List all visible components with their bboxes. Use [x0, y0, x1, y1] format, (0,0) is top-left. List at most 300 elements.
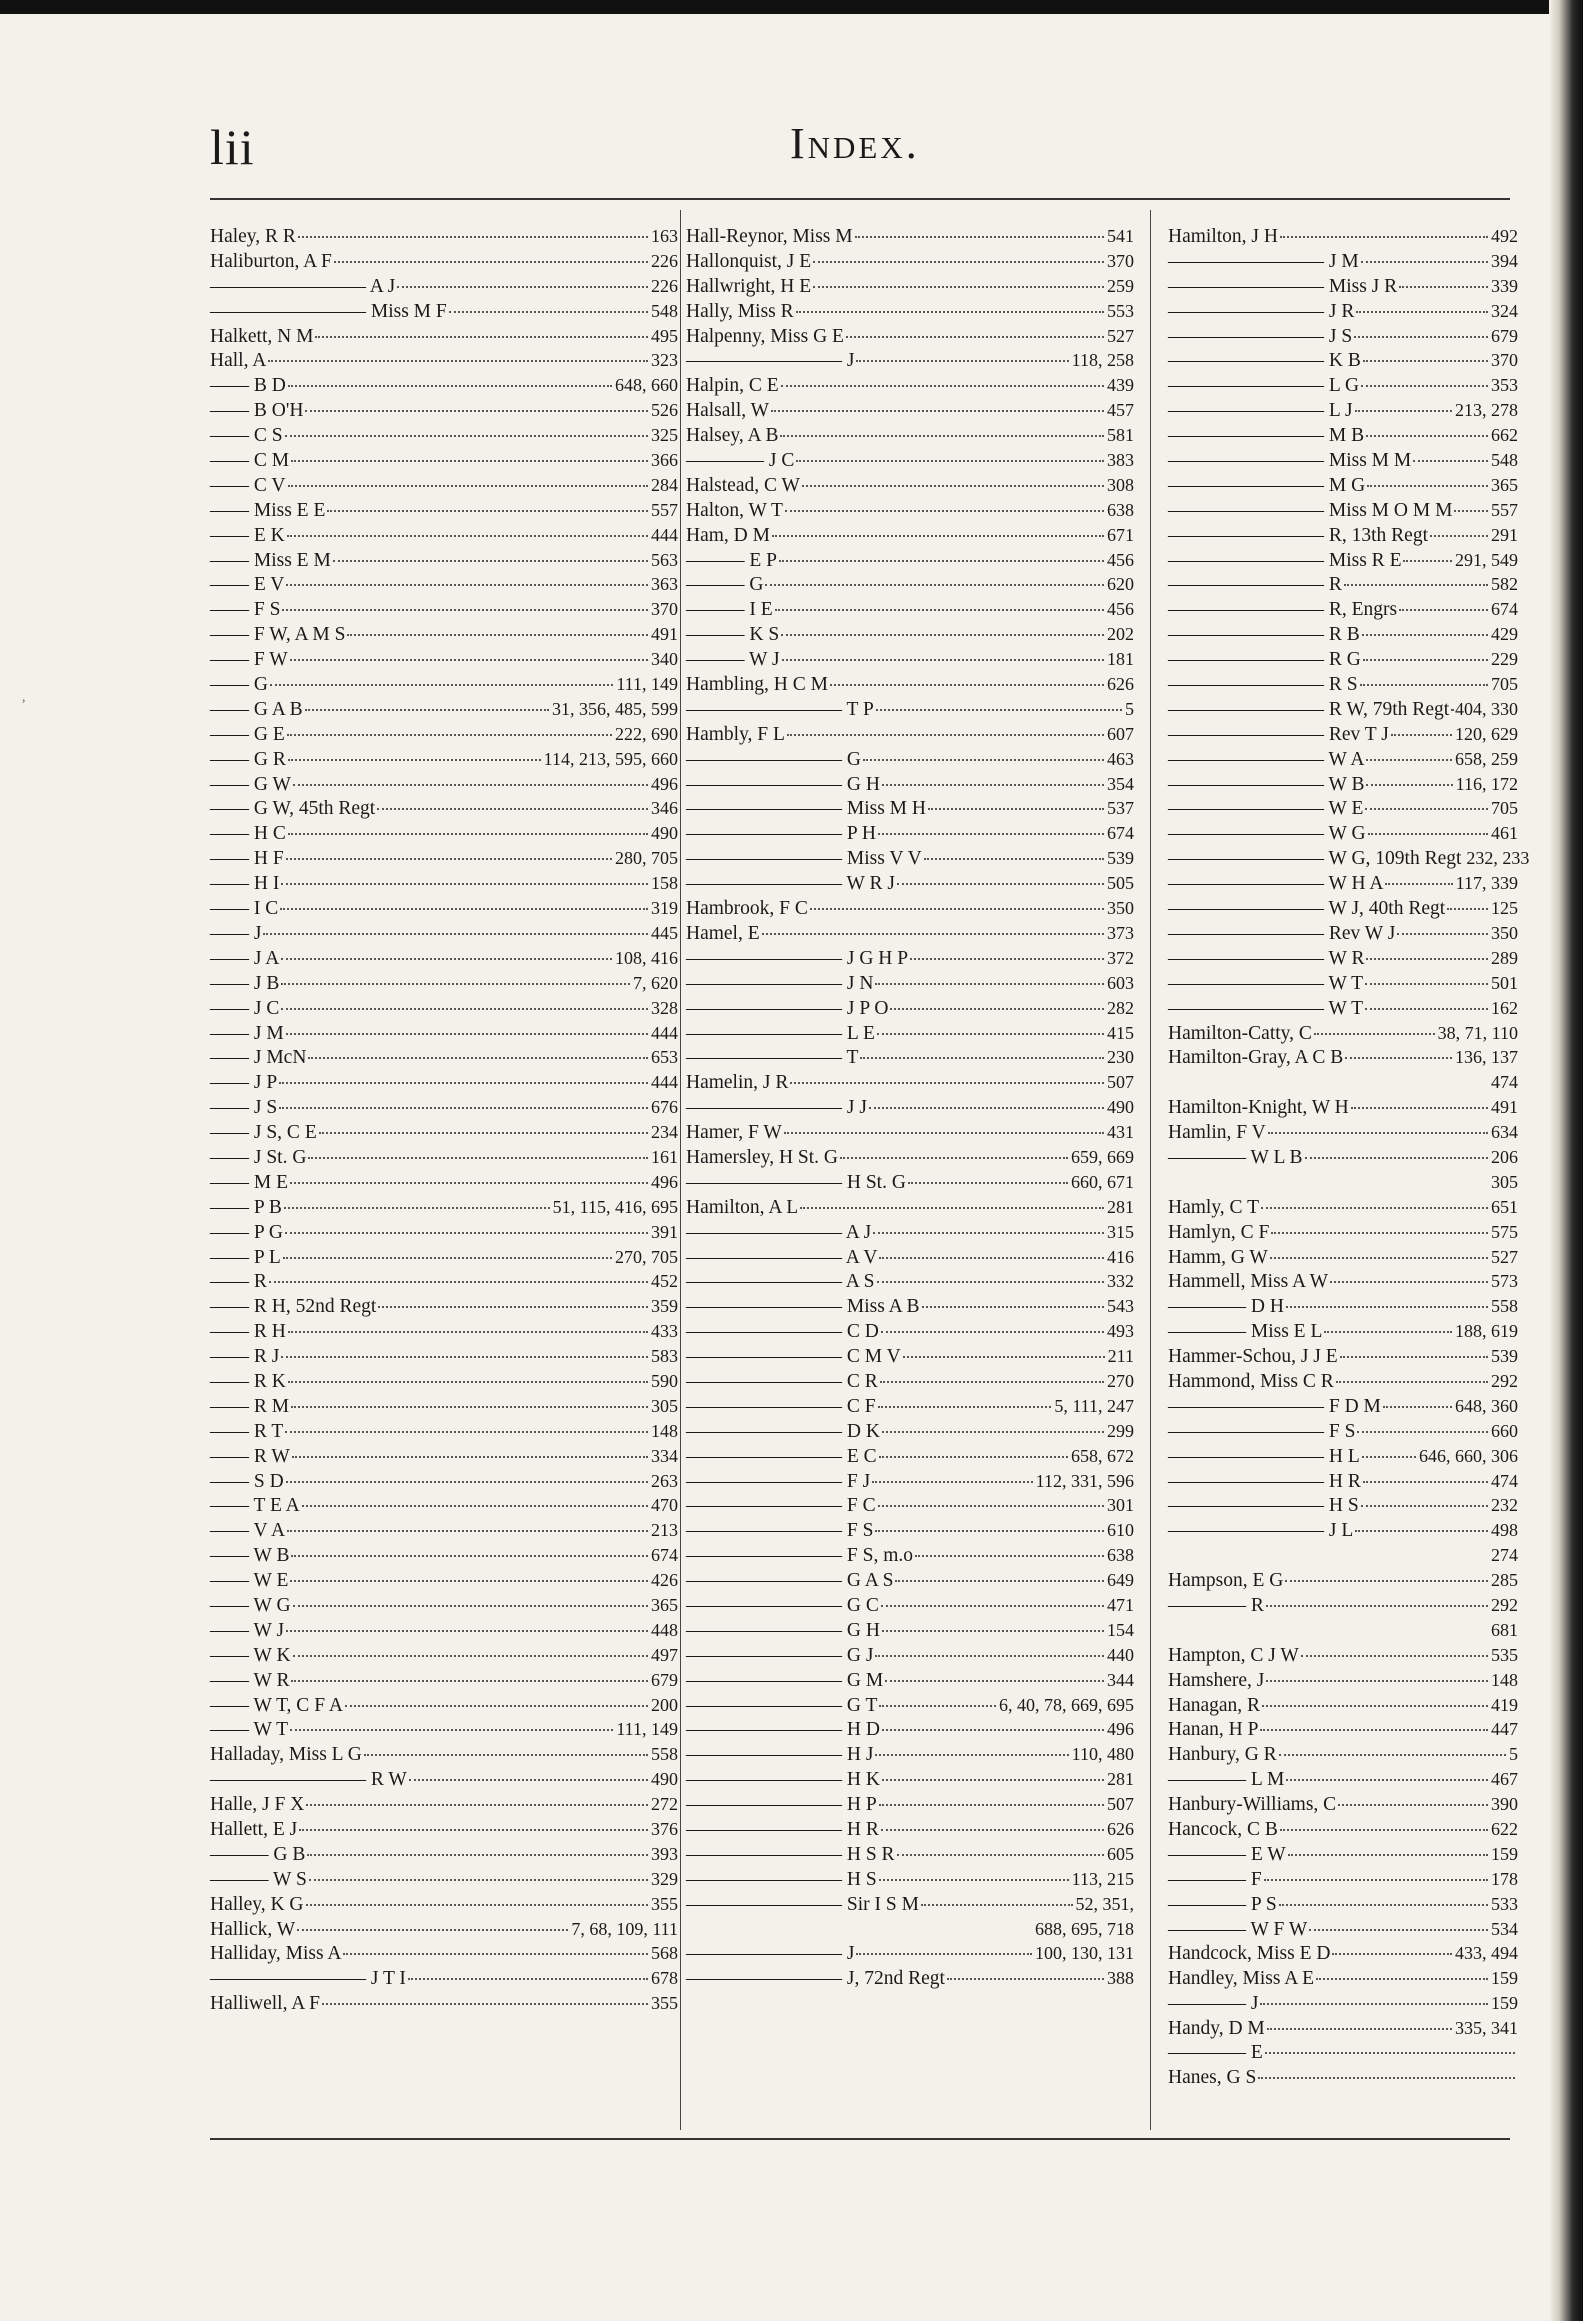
entry-pages: 456: [1107, 599, 1134, 620]
entry-name: —— Miss E M: [210, 549, 331, 571]
entry-name: ———————— A V: [686, 1246, 878, 1268]
leader-dots: [765, 584, 1104, 586]
entry-pages: 568: [651, 1943, 678, 1964]
leader-dots: [315, 336, 648, 338]
entry-pages: 270: [1107, 1370, 1134, 1391]
leader-dots: [1366, 784, 1452, 786]
leader-dots: [1430, 535, 1488, 537]
index-entry: [1168, 1095, 1518, 1120]
index-entry: [1168, 1344, 1518, 1369]
entry-name: —— W J: [210, 1619, 285, 1641]
index-entry: [686, 1369, 1134, 1394]
entry-pages: 117, 339: [1455, 873, 1518, 894]
entry-name: ———————— Miss V V: [686, 848, 922, 870]
entry-name: Hammond, Miss C R: [1168, 1370, 1334, 1392]
index-entry: [686, 299, 1134, 324]
entry-name: Hallonquist, J E: [686, 250, 812, 272]
index-entry: [686, 647, 1134, 672]
entry-name: ———————— Miss J R: [1168, 275, 1398, 297]
entry-name: ———————— L G: [1168, 375, 1360, 397]
index-entry: [1168, 299, 1518, 324]
entry-pages: 537: [1107, 798, 1134, 819]
index-entry: [210, 722, 678, 747]
leader-dots: [879, 1705, 996, 1707]
index-entry: [686, 971, 1134, 996]
entry-name: ———————— C R: [686, 1370, 878, 1392]
entry-name: —— W B: [210, 1545, 290, 1567]
entry-name: —— Miss E E: [210, 499, 326, 521]
entry-pages: 452: [651, 1271, 678, 1292]
entry-name: ———————— J J: [686, 1097, 867, 1119]
leader-dots: [1344, 584, 1488, 586]
index-entry: [1168, 1394, 1518, 1419]
entry-name: Hambrook, F C: [686, 898, 808, 920]
entry-pages: 674: [1107, 823, 1134, 844]
entry-pages: 491: [1491, 1097, 1518, 1118]
leader-dots: [785, 510, 1104, 512]
entry-pages: 688, 695, 718: [1035, 1918, 1134, 1939]
leader-dots: [286, 858, 612, 860]
entry-pages: 539: [1491, 1346, 1518, 1367]
index-entry: [686, 772, 1134, 797]
entry-pages: 676: [651, 1097, 678, 1118]
index-entry: [210, 1693, 678, 1718]
entry-pages: 558: [1491, 1296, 1518, 1317]
index-entry: [686, 1693, 1134, 1718]
entry-name: —— F W: [210, 649, 288, 671]
leader-dots: [1351, 1107, 1488, 1109]
leader-dots: [1399, 286, 1488, 288]
entry-pages: 111, 149: [616, 674, 678, 695]
leader-dots: [856, 1953, 1032, 1955]
entry-pages: 404, 330: [1455, 698, 1518, 719]
entry-pages: 229: [1491, 649, 1518, 670]
index-entry: [1168, 1145, 1518, 1170]
leader-dots: [270, 684, 613, 686]
entry-pages: 354: [1107, 773, 1134, 794]
index-entry: [686, 473, 1134, 498]
leader-dots: [1314, 1033, 1435, 1035]
leader-dots: [280, 908, 648, 910]
entry-name: —— W G: [210, 1594, 291, 1616]
entry-pages: 474: [1491, 1072, 1518, 1093]
entry-name: ———————— F S: [1168, 1420, 1356, 1442]
entry-pages: 444: [651, 1072, 678, 1093]
entry-name: —— J St. G: [210, 1146, 307, 1168]
index-entry: [1168, 1469, 1518, 1494]
leader-dots: [879, 1456, 1068, 1458]
entry-pages: 305: [651, 1395, 678, 1416]
index-entry: [210, 1668, 678, 1693]
index-entry: [210, 772, 678, 797]
entry-pages: 206: [1491, 1146, 1518, 1167]
entry-name: Hanan, H P: [1168, 1719, 1259, 1741]
entry-pages: 234: [651, 1122, 678, 1143]
leader-dots: [290, 1182, 648, 1184]
index-entry: [210, 572, 678, 597]
entry-pages: 457: [1107, 400, 1134, 421]
leader-dots: [813, 261, 1104, 263]
entry-pages: 226: [651, 250, 678, 271]
index-entry: [210, 1518, 678, 1543]
leader-dots: [291, 1680, 648, 1682]
leader-dots: [1363, 1481, 1488, 1483]
index-entry: [210, 946, 678, 971]
index-entry: [1168, 224, 1518, 249]
leader-dots: [880, 1381, 1104, 1383]
index-entry: [686, 1817, 1134, 1842]
leader-dots: [855, 236, 1104, 238]
index-entry: [1168, 1693, 1518, 1718]
leader-dots: [1356, 311, 1488, 313]
index-entry: [1168, 1817, 1518, 1842]
entry-pages: 638: [1107, 1545, 1134, 1566]
leader-dots: [1258, 2077, 1515, 2079]
leader-dots: [1391, 734, 1452, 736]
leader-dots: [908, 1182, 1068, 1184]
entry-name: ———————— G C: [686, 1594, 879, 1616]
index-entry: [1168, 1767, 1518, 1792]
leader-dots: [1354, 336, 1488, 338]
leader-dots: [1338, 1804, 1488, 1806]
leader-dots: [1360, 684, 1488, 686]
leader-dots: [1383, 1406, 1452, 1408]
leader-dots: [1362, 1456, 1416, 1458]
index-entry: [210, 1394, 678, 1419]
index-entry: [686, 1892, 1134, 1917]
index-entry: [210, 423, 678, 448]
leader-dots: [846, 336, 1104, 338]
leader-dots: [1267, 2028, 1452, 2030]
leader-dots: [293, 784, 648, 786]
index-entry: [686, 1444, 1134, 1469]
leader-dots: [876, 709, 1122, 711]
leader-dots: [762, 933, 1104, 935]
index-entry: [686, 1245, 1134, 1270]
entry-pages: 383: [1107, 450, 1134, 471]
index-entry: [686, 1568, 1134, 1593]
leader-dots: [284, 1207, 550, 1209]
entry-name: Hallwright, H E: [686, 275, 812, 297]
index-entry: [210, 697, 678, 722]
entry-name: —— W T, C F A: [210, 1694, 343, 1716]
index-entry: [1168, 1742, 1518, 1767]
leader-dots: [875, 1754, 1068, 1756]
entry-pages: 563: [651, 549, 678, 570]
margin-mark: ,: [22, 690, 26, 705]
index-entry: [210, 1842, 678, 1867]
index-entry: [210, 647, 678, 672]
index-entry: [686, 1593, 1134, 1618]
index-entry: [210, 1817, 678, 1842]
index-entry: [686, 1394, 1134, 1419]
leader-dots: [306, 1804, 648, 1806]
entry-name: —— B O'H: [210, 400, 304, 422]
entry-name: Hamm, G W: [1168, 1246, 1268, 1268]
index-entry: [210, 1966, 678, 1991]
entry-pages: 626: [1107, 674, 1134, 695]
index-entry: [1168, 1220, 1518, 1245]
entry-name: ———————— W A: [1168, 748, 1365, 770]
entry-pages: 445: [651, 922, 678, 943]
entry-pages: 646, 660, 306: [1419, 1445, 1518, 1466]
leader-dots: [787, 734, 1104, 736]
index-entry: [1168, 921, 1518, 946]
leader-dots: [279, 1107, 648, 1109]
leader-dots: [1266, 1605, 1488, 1607]
index-entry: [686, 1966, 1134, 1991]
entry-pages: 280, 705: [615, 848, 678, 869]
index-entry: [1168, 846, 1530, 871]
index-entry: [1168, 1842, 1518, 1867]
entry-pages: 393: [651, 1843, 678, 1864]
entry-pages: 605: [1107, 1843, 1134, 1864]
index-entry: [686, 697, 1134, 722]
index-entry: [1168, 821, 1518, 846]
leader-dots: [307, 1854, 648, 1856]
entry-name: —— R J: [210, 1346, 280, 1368]
entry-name: Hamilton-Knight, W H: [1168, 1097, 1349, 1119]
leader-dots: [915, 1555, 1104, 1557]
leader-dots: [796, 311, 1104, 313]
entry-pages: 426: [651, 1570, 678, 1591]
entry-pages: 433: [651, 1321, 678, 1342]
entry-name: ———————— J: [686, 1943, 855, 1965]
index-entry: [1168, 2016, 1518, 2041]
leader-dots: [364, 1754, 648, 1756]
entry-name: Halle, J F X: [210, 1794, 305, 1816]
entry-pages: 332: [1107, 1271, 1134, 1292]
entry-name: Hamilton-Catty, C: [1168, 1022, 1312, 1044]
entry-name: Halstead, C W: [686, 474, 800, 496]
index-entry: [686, 373, 1134, 398]
index-entry: [1168, 1941, 1518, 1966]
index-entry: [210, 1344, 678, 1369]
entry-name: —— G: [210, 674, 268, 696]
index-entry: [210, 1095, 678, 1120]
leader-dots: [1363, 659, 1488, 661]
entry-name: —— G W: [210, 773, 291, 795]
entry-pages: 557: [651, 499, 678, 520]
entry-pages: 444: [651, 1022, 678, 1043]
entry-pages: 5: [1509, 1744, 1518, 1765]
entry-name: Hamshere, J: [1168, 1669, 1265, 1691]
entry-pages: 433, 494: [1455, 1943, 1518, 1964]
leader-dots: [299, 1829, 648, 1831]
entry-pages: 323: [651, 350, 678, 371]
entry-pages: 178: [1491, 1868, 1518, 1889]
index-entry: [1168, 647, 1518, 672]
leader-dots: [322, 2003, 648, 2005]
entry-name: Hammell, Miss A W: [1168, 1271, 1328, 1293]
entry-pages: 292: [1491, 1594, 1518, 1615]
entry-name: Hanbury-Williams, C: [1168, 1794, 1337, 1816]
index-entry: [210, 871, 678, 896]
index-entry: [686, 1469, 1134, 1494]
index-entry: [686, 946, 1134, 971]
leader-dots: [282, 609, 648, 611]
entry-name: ———————— K B: [1168, 350, 1361, 372]
index-entry: [1168, 324, 1518, 349]
index-entry: [210, 1070, 678, 1095]
entry-name: ———————— W G, 109th Regt: [1168, 848, 1462, 870]
entry-name: —— R H, 52nd Regt: [210, 1296, 377, 1318]
entry-pages: 575: [1491, 1221, 1518, 1242]
index-entry: [686, 921, 1134, 946]
index-entry: [210, 1319, 678, 1344]
entry-name: ———————— J N: [686, 972, 874, 994]
index-entry: [1168, 274, 1518, 299]
leader-dots: [305, 709, 549, 711]
leader-dots: [1260, 2003, 1488, 2005]
leader-dots: [309, 1879, 648, 1881]
entry-name: Hanbury, G R: [1168, 1744, 1277, 1766]
entry-name: —— V A: [210, 1520, 286, 1542]
leader-dots: [895, 1580, 1104, 1582]
entry-pages: 373: [1107, 922, 1134, 943]
leader-dots: [1413, 460, 1488, 462]
entry-pages: 553: [1107, 300, 1134, 321]
leader-dots: [1264, 1879, 1488, 1881]
entry-name: Handy, D M: [1168, 2018, 1265, 2040]
entry-name: ———————— H S: [1168, 1495, 1359, 1517]
index-entry: [686, 1045, 1134, 1070]
entry-pages: 299: [1107, 1420, 1134, 1441]
leader-dots: [263, 933, 648, 935]
index-entry: [210, 448, 678, 473]
leader-dots: [292, 1456, 648, 1458]
leader-dots: [790, 1082, 1104, 1084]
entry-pages: 440: [1107, 1644, 1134, 1665]
entry-name: ——— E P: [686, 549, 778, 571]
entry-pages: 100, 130, 131: [1035, 1943, 1134, 1964]
leader-dots: [287, 1530, 648, 1532]
entry-pages: 372: [1107, 947, 1134, 968]
leader-dots: [285, 435, 648, 437]
leader-dots: [449, 311, 648, 313]
entry-name: ———————— Miss A B: [686, 1296, 920, 1318]
leader-dots: [269, 1281, 648, 1283]
entry-name: Hally, Miss R: [686, 300, 794, 322]
index-entry: [686, 1767, 1134, 1792]
index-entry: [1168, 1045, 1518, 1070]
index-entry: [1168, 249, 1518, 274]
entry-pages: 658, 259: [1455, 748, 1518, 769]
leader-dots: [1357, 1431, 1488, 1433]
leader-dots: [293, 1655, 648, 1657]
entry-pages: 230: [1107, 1047, 1134, 1068]
index-entry: [1168, 1593, 1518, 1618]
index-entry: [210, 1195, 678, 1220]
leader-dots: [1355, 1530, 1488, 1532]
entry-name: ———————— G J: [686, 1644, 874, 1666]
leader-dots: [1288, 1854, 1488, 1856]
leader-dots: [779, 560, 1104, 562]
entry-pages: 158: [651, 873, 678, 894]
leader-dots: [878, 833, 1104, 835]
entry-name: —— J S: [210, 1097, 278, 1119]
leader-dots: [281, 958, 612, 960]
entry-name: ———————— C D: [686, 1321, 879, 1343]
entry-name: ———————— R W, 79th Regt: [1168, 698, 1450, 720]
index-entry: [210, 672, 678, 697]
entry-pages: 590: [651, 1370, 678, 1391]
entry-name: ———————— W R J: [686, 873, 895, 895]
leader-dots: [285, 1431, 648, 1433]
leader-dots: [875, 983, 1104, 985]
entry-name: ——— W J: [686, 649, 780, 671]
entry-name: —— H F: [210, 848, 284, 870]
leader-dots: [1305, 1157, 1488, 1159]
index-entry: [1168, 971, 1518, 996]
entry-name: —— J P: [210, 1072, 278, 1094]
leader-dots: [1363, 360, 1488, 362]
index-entry: [1168, 1245, 1518, 1270]
index-entry: [210, 1245, 678, 1270]
entry-pages: 270, 705: [615, 1246, 678, 1267]
leader-dots: [291, 1555, 648, 1557]
entry-name: ———————— M B: [1168, 425, 1365, 447]
index-entry: [210, 1145, 678, 1170]
index-entry: [1168, 1195, 1518, 1220]
entry-name: Hallick, W: [210, 1918, 296, 1940]
leader-dots: [1454, 510, 1488, 512]
entry-pages: 259: [1107, 275, 1134, 296]
leader-dots: [287, 734, 612, 736]
entry-name: —— R T: [210, 1420, 284, 1442]
entry-pages: 658, 672: [1071, 1445, 1134, 1466]
entry-pages: 429: [1491, 624, 1518, 645]
index-entry: [210, 597, 678, 622]
header-rule: [210, 198, 1510, 200]
leader-dots: [345, 1705, 648, 1707]
leader-dots: [1332, 1953, 1452, 1955]
index-entry: [686, 1021, 1134, 1046]
index-entry: [210, 373, 678, 398]
entry-pages: 416: [1107, 1246, 1134, 1267]
entry-name: ———— W F W: [1168, 1918, 1308, 1940]
entry-pages: 620: [1107, 574, 1134, 595]
index-entry: [686, 796, 1134, 821]
leader-dots: [881, 1331, 1104, 1333]
entry-pages: 282: [1107, 997, 1134, 1018]
entry-name: Halton, W T: [686, 499, 783, 521]
entry-pages: 671: [1107, 524, 1134, 545]
entry-pages: 5: [1125, 698, 1134, 719]
entry-name: ———————— H S: [686, 1868, 877, 1890]
leader-dots: [1361, 385, 1488, 387]
entry-name: Hallett, E J: [210, 1819, 298, 1840]
entry-pages: 495: [651, 325, 678, 346]
leader-dots: [879, 1257, 1104, 1259]
leader-dots: [1361, 261, 1488, 263]
entry-name: —— C V: [210, 474, 286, 496]
entry-name: Handley, Miss A E: [1168, 1968, 1315, 1990]
leader-dots: [1260, 1729, 1488, 1731]
entry-pages: 461: [1491, 823, 1518, 844]
entry-pages: 154: [1107, 1619, 1134, 1640]
leader-dots: [408, 1978, 648, 1980]
entry-name: ———— E W: [1168, 1843, 1286, 1865]
entry-pages: 583: [651, 1346, 678, 1367]
leader-dots: [840, 1157, 1068, 1159]
entry-pages: 651: [1491, 1196, 1518, 1217]
entry-pages: 232: [1491, 1495, 1518, 1516]
entry-pages: 202: [1107, 624, 1134, 645]
index-entry: [686, 423, 1134, 448]
leader-dots: [877, 1033, 1104, 1035]
index-entry: [686, 1618, 1134, 1643]
